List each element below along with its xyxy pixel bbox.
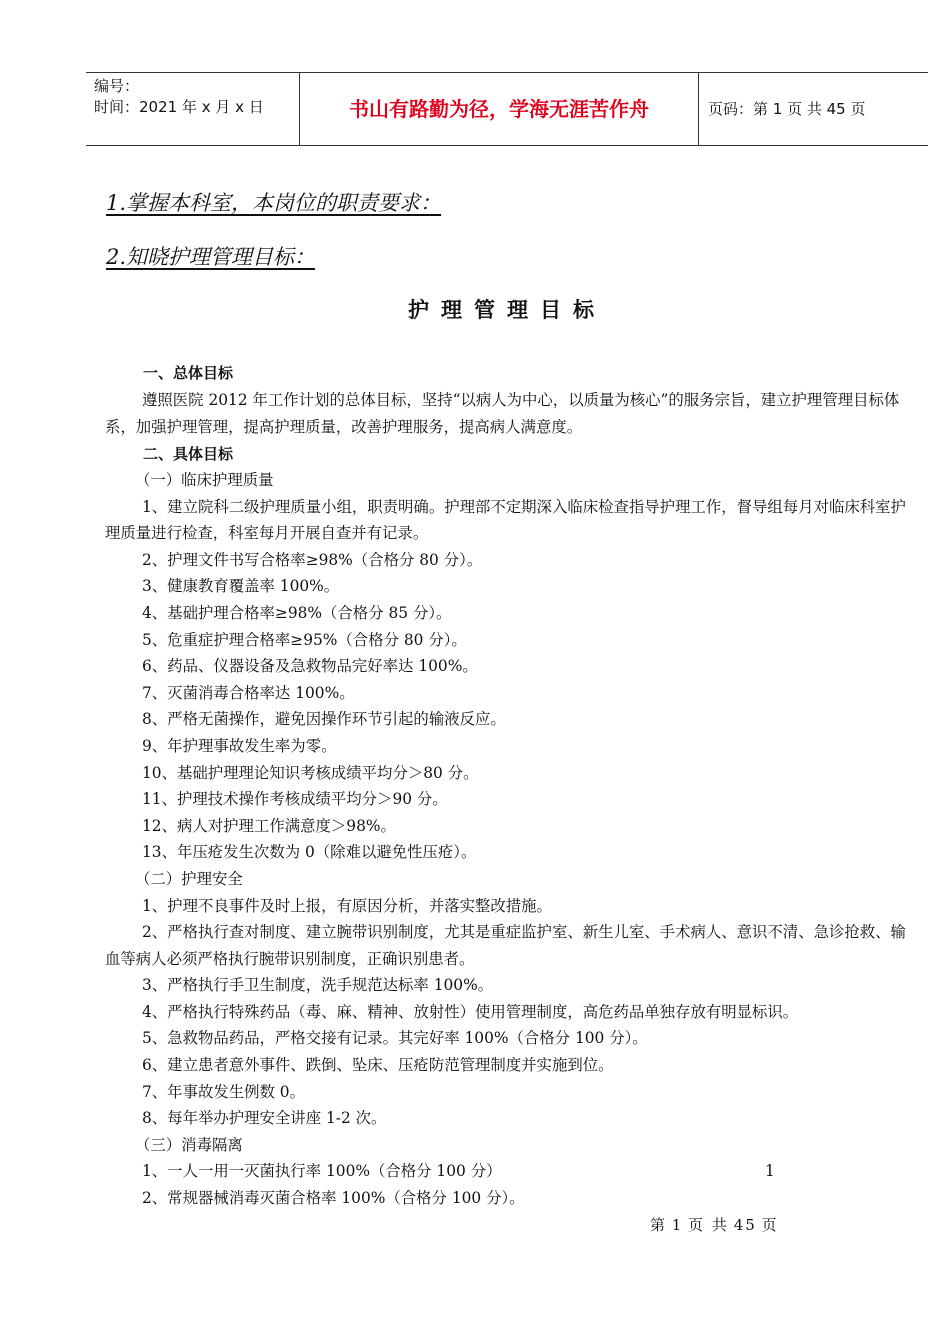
subsection-heading: （一）临床护理质量: [135, 471, 274, 489]
list-item: 8、严格无菌操作，避免因操作环节引起的输液反应。: [142, 710, 506, 729]
subsection-heading: （三）消毒隔离: [135, 1135, 243, 1154]
list-item: 2、护理文件书写合格率≥98%（合格分 80 分）。: [142, 550, 483, 569]
list-item: 1、建立院科二级护理质量小组，职责明确。护理部不定期深入临床检查指导护理工作，督导组每月对临床科室护理质量进行检查，科室每月开展自查并有记录。: [105, 497, 906, 543]
header-divider: [698, 73, 699, 145]
requirement-1: 1.掌握本科室，本岗位的职责要求：: [106, 191, 442, 215]
document-header: [86, 72, 928, 146]
paragraph: 遵照医院 2012 年工作计划的总体目标，坚持“以病人为中心，以质量为核心”的服务宗旨，建立护理管理目标体系，加强护理管理，提高护理质量，改善护理服务，提高病人满意度。: [105, 390, 900, 436]
section-heading: 一、总体目标: [143, 364, 234, 382]
doc-code-label: 编号：: [94, 77, 140, 95]
document-body: [105, 360, 913, 1212]
header-motto: 书山有路勤为径，学海无涯苦作舟: [349, 97, 649, 121]
doc-time-label: 时间：2021 年 x 月 x 日: [94, 98, 264, 116]
inline-page-number: 1: [765, 1162, 775, 1181]
list-item: 9、年护理事故发生率为零。: [142, 736, 337, 755]
list-item: 11、护理技术操作考核成绩平均分＞90 分。: [142, 790, 448, 809]
list-item: 4、基础护理合格率≥98%（合格分 85 分）。: [142, 603, 452, 622]
list-item: 1、护理不良事件及时上报，有原因分析，并落实整改措施。: [142, 896, 552, 915]
list-item: 8、每年举办护理安全讲座 1-2 次。: [142, 1109, 387, 1128]
list-item: 3、健康教育覆盖率 100%。: [142, 577, 340, 596]
list-item: 10、基础护理理论知识考核成绩平均分＞80 分。: [142, 763, 479, 782]
list-item: 7、灭菌消毒合格率达 100%。: [142, 683, 355, 702]
list-item: 3、严格执行手卫生制度，洗手规范达标率 100%。: [142, 976, 494, 995]
list-item: 5、急救物品药品，严格交接有记录。其完好率 100%（合格分 100 分）。: [142, 1029, 648, 1048]
list-item: 12、病人对护理工作满意度＞98%。: [142, 816, 396, 835]
list-item: 7、年事故发生例数 0。: [142, 1082, 305, 1101]
list-item: 13、年压疮发生次数为 0（除难以避免性压疮）。: [142, 843, 477, 862]
header-meta: [94, 76, 304, 118]
section-heading: 二、具体目标: [143, 444, 234, 463]
list-item: 4、严格执行特殊药品（毒、麻、精神、放射性）使用管理制度，高危药品单独存放有明显标识。: [142, 1002, 799, 1021]
requirement-2: 2.知晓护理管理目标：: [106, 245, 316, 269]
header-page-info: 页码：第 1 页 共 45 页: [708, 100, 866, 118]
subsection-heading: （二）护理安全: [135, 869, 243, 888]
list-item: 6、药品、仪器设备及急救物品完好率达 100%。: [142, 657, 478, 676]
page-footer: 第 1 页 共 45 页: [650, 1216, 779, 1234]
list-item: 6、建立患者意外事件、跌倒、坠床、压疮防范管理制度并实施到位。: [142, 1056, 614, 1075]
list-item: 2、常规器械消毒灭菌合格率 100%（合格分 100 分）。: [142, 1189, 525, 1208]
list-item: 2、严格执行查对制度、建立腕带识别制度，尤其是重症监护室、新生儿室、手术病人、意识不清、急诊抢救、输血等病人必须严格执行腕带识别制度，正确识别患者。: [105, 923, 906, 968]
page-title: 护理管理目标: [408, 298, 606, 322]
list-item: 5、危重症护理合格率≥95%（合格分 80 分）。: [142, 630, 467, 649]
list-item: 1、一人一用一灭菌执行率 100%（合格分 100 分） 1: [105, 1158, 913, 1185]
